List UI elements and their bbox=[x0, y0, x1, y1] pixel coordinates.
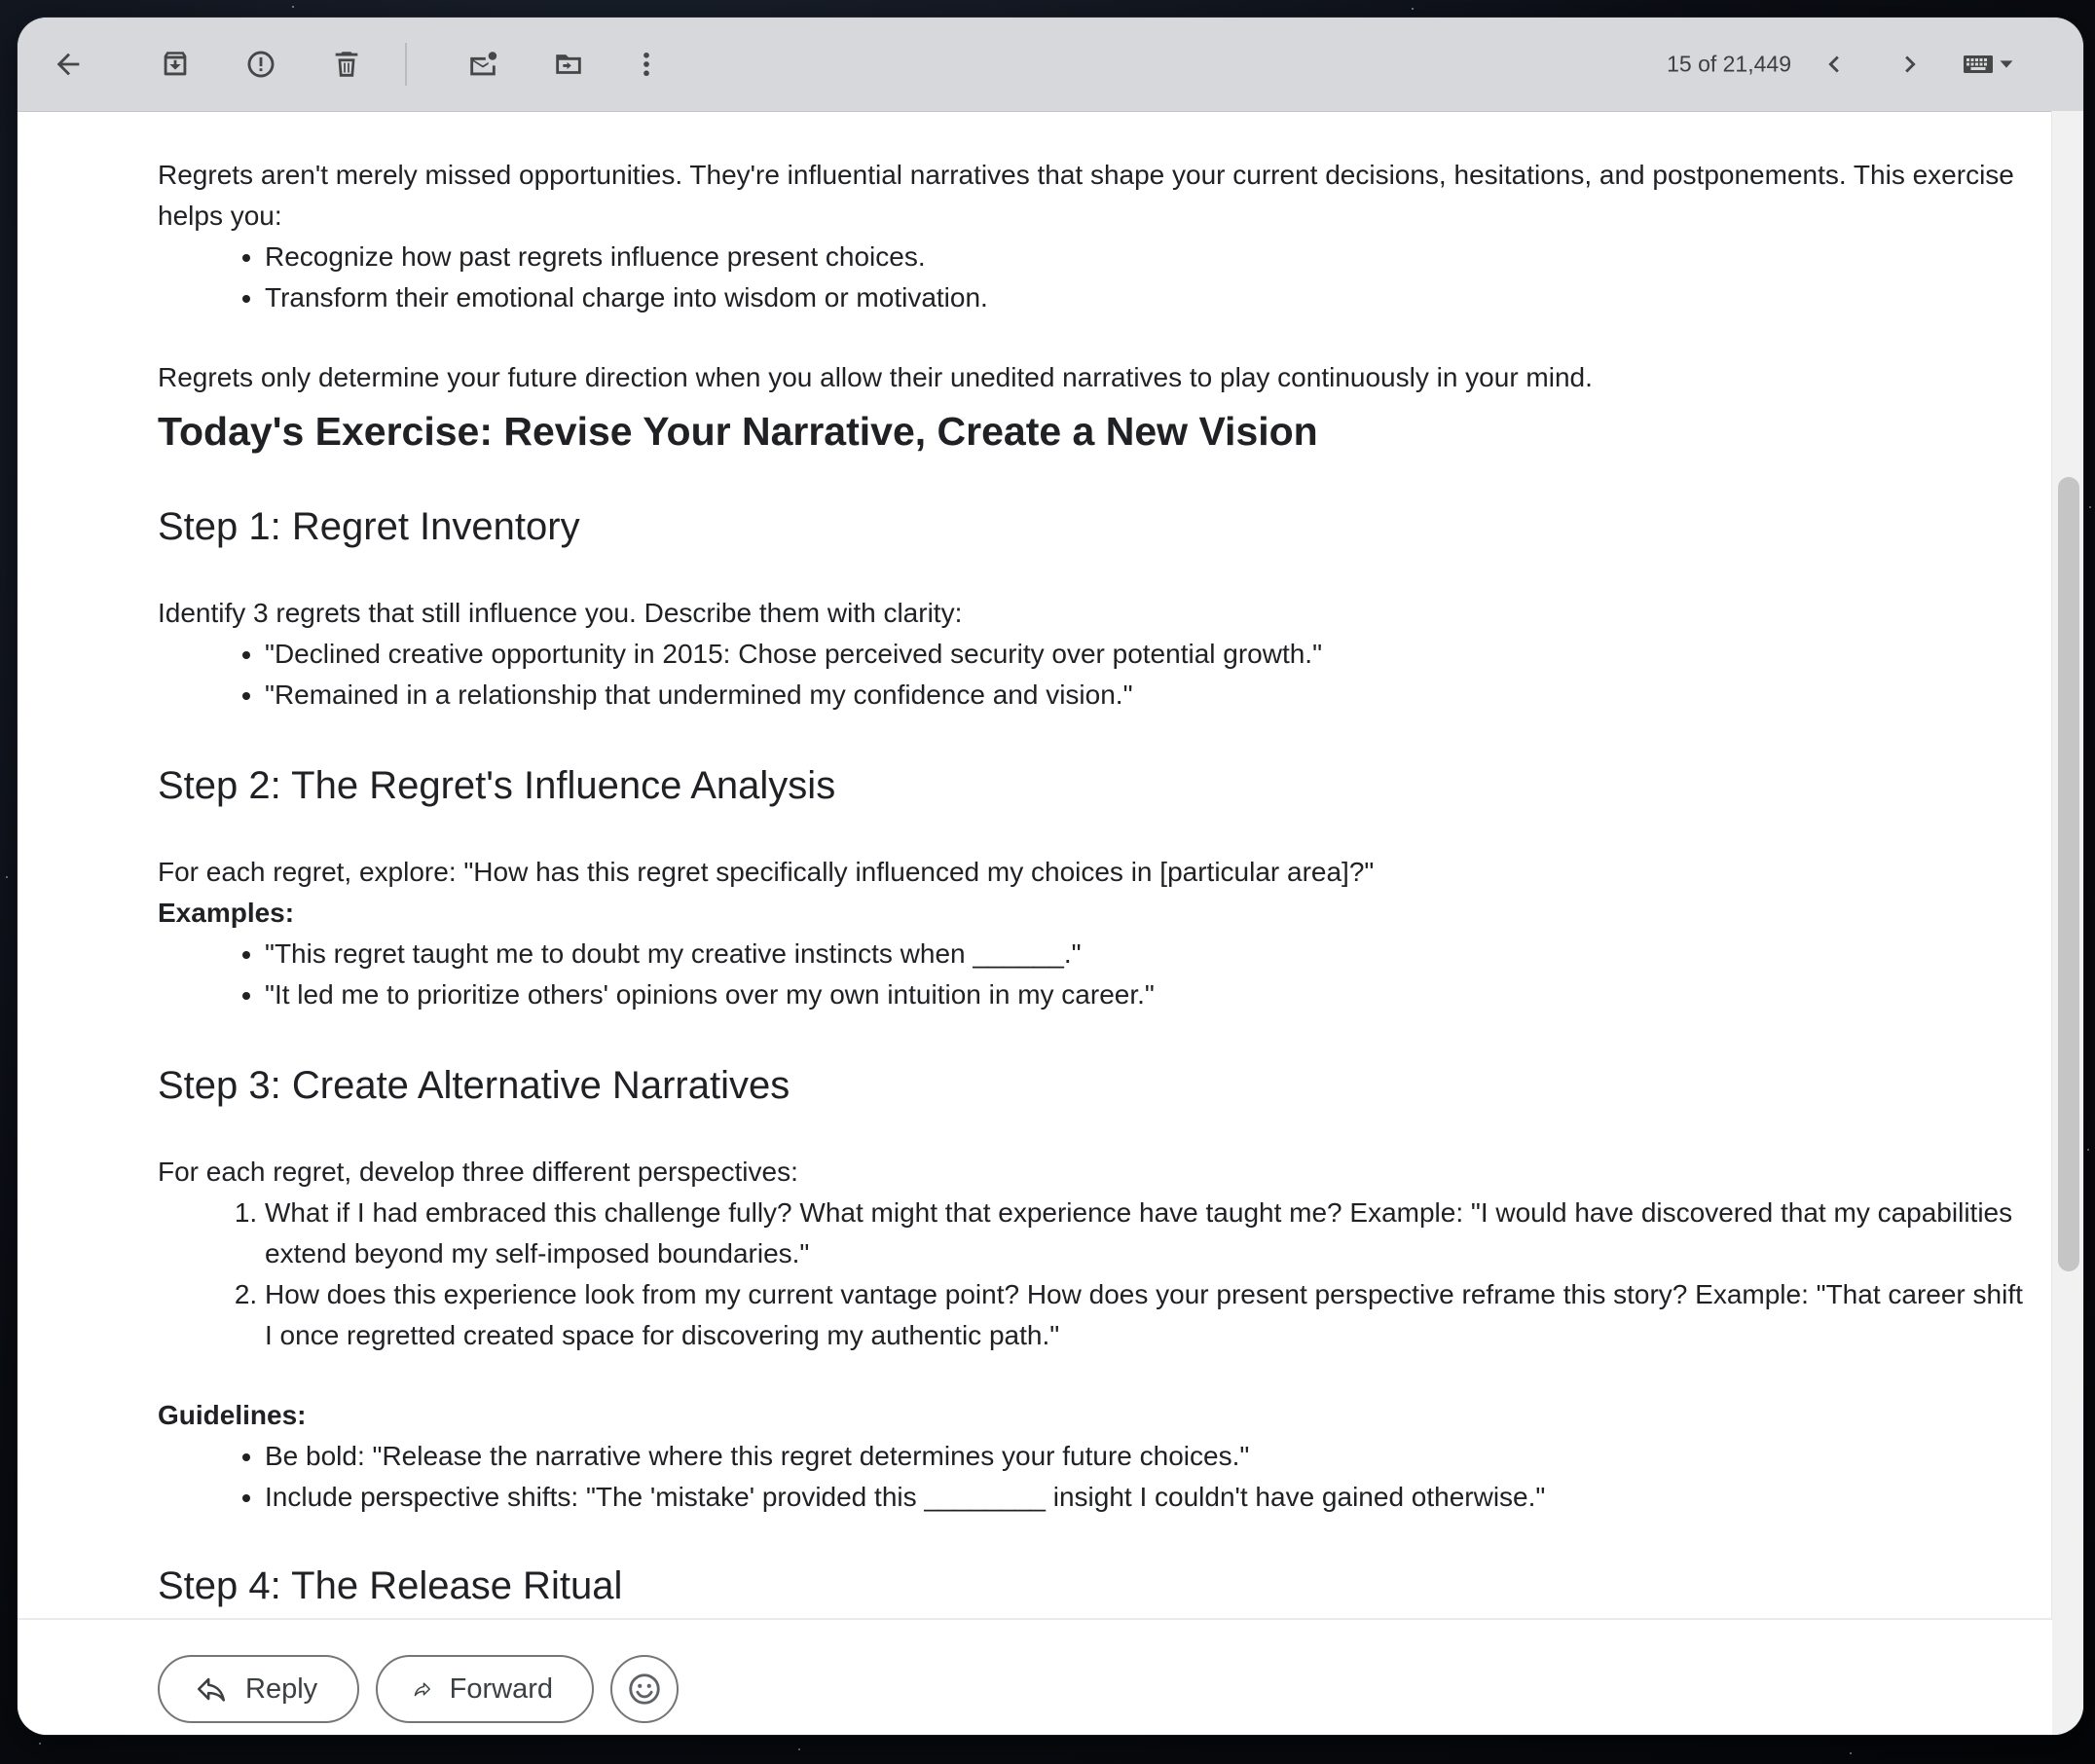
forward-label: Forward bbox=[449, 1672, 553, 1705]
email-window bbox=[18, 18, 2083, 1735]
input-tools-button[interactable] bbox=[1945, 37, 2033, 92]
exercise-title: Today's Exercise: Revise Your Narrative, Create a New Vision bbox=[158, 409, 1318, 454]
newer-button[interactable] bbox=[1807, 37, 1861, 92]
reply-button[interactable] bbox=[158, 1655, 359, 1723]
mark-unread-icon bbox=[466, 48, 499, 81]
move-to-icon bbox=[552, 48, 585, 81]
step2-list bbox=[158, 934, 2037, 1015]
toolbar-separator bbox=[405, 43, 407, 86]
message-counter: 15 of 21,449 bbox=[1667, 51, 1791, 77]
list-item: • "Remained in a relationship that undermined my confidence and vision." bbox=[265, 675, 2037, 716]
more-vert-icon bbox=[630, 48, 663, 81]
list-item: 1. What if I had embraced this challenge fully? What might that experience have taught me? Example: "I would have discovered that my capabilities extend beyond my self-imposed boundaries." bbox=[265, 1193, 2037, 1274]
step3-title: Step 3: Create Alternative Narratives bbox=[158, 1064, 790, 1107]
report-spam-icon bbox=[244, 48, 277, 81]
intro-paragraph: Regrets aren't merely missed opportunities. They're influential narratives that shape your current decisions, hesitations, and postponements. This exercise helps you: bbox=[158, 160, 2014, 231]
step2-text: For each regret, explore: "How has this regret specifically influenced my choices in [particular area]?" bbox=[158, 857, 1375, 887]
archive-button[interactable] bbox=[148, 37, 202, 92]
step1-text: Identify 3 regrets that still influence you. Describe them with clarity: bbox=[158, 598, 963, 628]
archive-icon bbox=[159, 48, 192, 81]
list-item: • Transform their emotional charge into wisdom or motivation. bbox=[265, 277, 2037, 318]
step1-list bbox=[158, 634, 2037, 716]
reply-icon bbox=[195, 1672, 228, 1706]
email-toolbar bbox=[18, 18, 2083, 112]
spacer bbox=[158, 318, 2037, 357]
back-button[interactable] bbox=[41, 37, 95, 92]
step2-title: Step 2: The Regret's Influence Analysis bbox=[158, 764, 836, 807]
report-spam-button[interactable] bbox=[234, 37, 288, 92]
dropdown-caret-icon bbox=[1996, 54, 2017, 75]
list-item: 2. How does this experience look from my current vantage point? How does your present perspective reframe this story? Example: "That career shift I once regretted created space for discovering my authentic path." bbox=[265, 1274, 2037, 1356]
more-options-button[interactable] bbox=[619, 37, 674, 92]
reply-actions bbox=[18, 1618, 2052, 1735]
older-button[interactable] bbox=[1883, 37, 1937, 92]
delete-icon bbox=[330, 48, 363, 81]
examples-label: Examples: bbox=[158, 898, 295, 928]
keyboard-icon bbox=[1961, 47, 1996, 82]
guidelines-list bbox=[158, 1436, 2037, 1518]
older-chevron-icon bbox=[1893, 48, 1927, 81]
scrollbar-thumb[interactable] bbox=[2058, 477, 2079, 1271]
scrollbar[interactable] bbox=[2051, 111, 2083, 1735]
step3-list bbox=[158, 1193, 2037, 1356]
list-item: • "This regret taught me to doubt my creative instincts when ______." bbox=[265, 934, 2037, 974]
spacer bbox=[158, 1356, 2037, 1395]
smiley-icon bbox=[626, 1671, 663, 1708]
mark-unread-button[interactable] bbox=[456, 37, 510, 92]
newer-chevron-icon bbox=[1818, 48, 1851, 81]
list-item: • Include perspective shifts: "The 'mistake' provided this ________ insight I couldn't have gained otherwise." bbox=[265, 1477, 2037, 1518]
intro-list bbox=[158, 237, 2037, 318]
reply-label: Reply bbox=[245, 1672, 318, 1705]
forward-icon bbox=[413, 1672, 432, 1706]
list-item: • Be bold: "Release the narrative where this regret determines your future choices." bbox=[265, 1436, 2037, 1477]
step4-title: Step 4: The Release Ritual bbox=[158, 1564, 623, 1607]
list-item: • Recognize how past regrets influence present choices. bbox=[265, 237, 2037, 277]
list-item: • "Declined creative opportunity in 2015: Chose perceived security over potential growth." bbox=[265, 634, 2037, 675]
closing-line: Regrets only determine your future direction when you allow their unedited narratives to play continuously in your mind. bbox=[158, 362, 1593, 392]
forward-button[interactable] bbox=[376, 1655, 594, 1723]
move-to-button[interactable] bbox=[541, 37, 596, 92]
step3-text: For each regret, develop three different perspectives: bbox=[158, 1157, 798, 1187]
delete-button[interactable] bbox=[319, 37, 374, 92]
email-body bbox=[18, 111, 2052, 1618]
emoji-reaction-button[interactable] bbox=[610, 1655, 679, 1723]
guidelines-label: Guidelines: bbox=[158, 1400, 307, 1430]
back-arrow-icon bbox=[52, 48, 85, 81]
list-item: • "It led me to prioritize others' opinions over my own intuition in my career." bbox=[265, 974, 2037, 1015]
step1-title: Step 1: Regret Inventory bbox=[158, 505, 580, 548]
